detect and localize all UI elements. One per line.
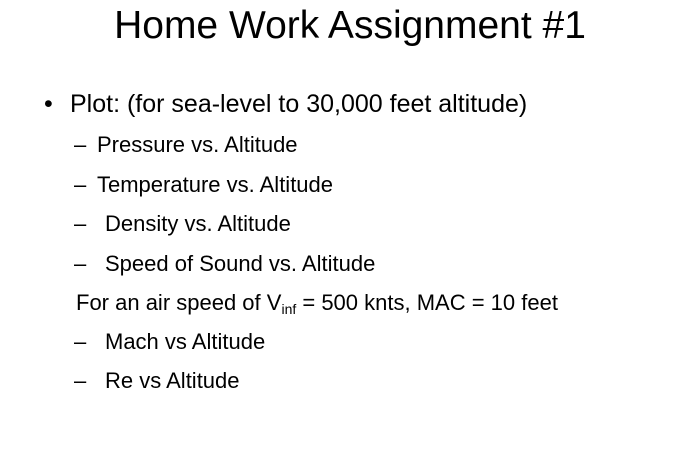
sub-item-label: Temperature vs. Altitude: [97, 172, 334, 197]
airspeed-suffix: = 500 knts, MAC = 10 feet: [296, 290, 558, 315]
airspeed-line: [76, 289, 558, 317]
sub-item-label: Pressure vs. Altitude: [97, 132, 298, 157]
dash-marker: –: [74, 329, 87, 354]
sub-item-reynolds: [74, 367, 240, 395]
sub-item-label: Mach vs Altitude: [105, 329, 266, 354]
dash-marker: –: [74, 211, 87, 236]
sub-item-density: [74, 210, 291, 238]
sub-item-label: Re vs Altitude: [105, 368, 240, 393]
airspeed-prefix: For an air speed of V: [76, 290, 282, 315]
dash-marker: –: [74, 172, 87, 197]
dash-marker: –: [74, 132, 87, 157]
dash-marker: –: [74, 251, 87, 276]
plot-bullet: [44, 88, 527, 120]
dash-marker: –: [74, 368, 87, 393]
sub-item-pressure: [74, 131, 298, 159]
bullet-marker: •: [44, 90, 53, 118]
sub-item-temperature: [74, 171, 333, 199]
slide-title: Home Work Assignment #1: [114, 4, 586, 47]
airspeed-subscript: inf: [281, 301, 297, 317]
plot-bullet-text: Plot: (for sea-level to 30,000 feet altitude): [70, 90, 528, 118]
sub-item-label: Speed of Sound vs. Altitude: [105, 251, 376, 276]
sub-item-speed-of-sound: [74, 250, 375, 278]
sub-item-mach: [74, 328, 265, 356]
sub-item-label: Density vs. Altitude: [105, 211, 291, 236]
